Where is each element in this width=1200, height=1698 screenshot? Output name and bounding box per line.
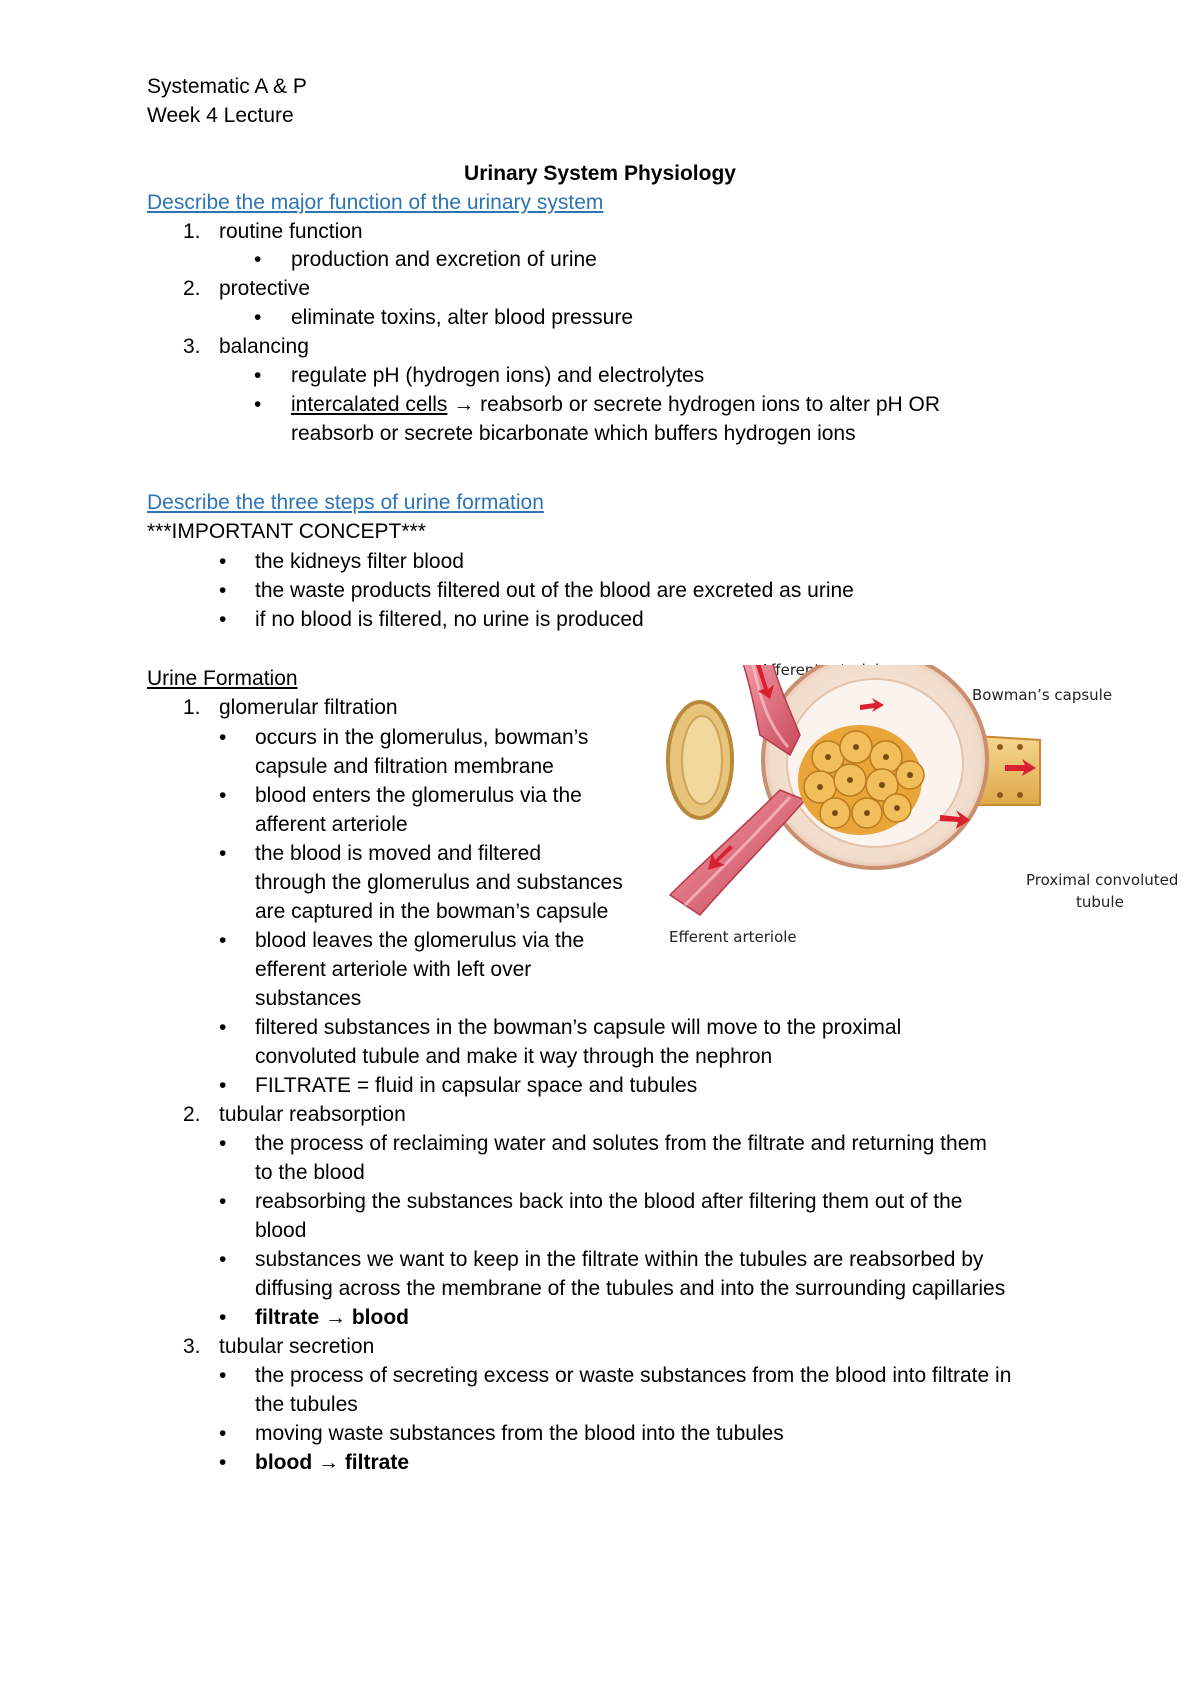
list-item-continuation: reabsorb or secrete bicarbonate which buffers hydrogen ions — [291, 422, 856, 445]
diagram-label-pct-2: tubule — [1076, 893, 1124, 911]
list-number: 2. — [183, 1103, 201, 1126]
list-item: the process of reclaiming water and solutes from the filtrate and returning them — [255, 1132, 987, 1155]
term-intercalated-cells: intercalated cells — [291, 393, 448, 416]
list-item-continuation: capsule and filtration membrane — [255, 755, 554, 778]
list-item: substances we want to keep in the filtrate within the tubules are reabsorbed by — [255, 1248, 984, 1271]
list-item — [291, 390, 940, 419]
bullet-icon — [219, 839, 226, 868]
list-item-continuation: afferent arteriole — [255, 813, 408, 836]
list-item: occurs in the glomerulus, bowman’s — [255, 726, 589, 749]
list-number: 3. — [183, 1335, 201, 1358]
list-item: blood enters the glomerulus via the — [255, 784, 582, 807]
bullet-icon — [219, 1303, 226, 1332]
bullet-icon — [219, 605, 226, 634]
section-heading-urine-formation-steps[interactable]: Describe the three steps of urine formation — [147, 491, 544, 514]
bullet-icon — [219, 723, 226, 752]
nephron-illustration — [660, 665, 1190, 965]
important-concept-label: ***IMPORTANT CONCEPT*** — [147, 520, 426, 543]
list-item: tubular reabsorption — [219, 1103, 406, 1126]
list-item: balancing — [219, 335, 309, 358]
bullet-icon — [219, 547, 226, 576]
list-item-text: → reabsorb or secrete hydrogen ions to alter pH OR — [453, 393, 940, 416]
list-item-continuation: efferent arteriole with left over — [255, 958, 532, 981]
bullet-icon — [219, 1448, 226, 1477]
list-item: the process of secreting excess or waste substances from the blood into filtrate in — [255, 1364, 1012, 1387]
bullet-icon — [219, 1071, 226, 1100]
list-item: the kidneys filter blood — [255, 550, 464, 573]
list-item: moving waste substances from the blood into the tubules — [255, 1422, 784, 1445]
diagram-label-afferent: Afferent — [760, 661, 821, 679]
page-title: Urinary System Physiology — [464, 162, 736, 185]
list-item: FILTRATE = fluid in capsular space and tubules — [255, 1074, 698, 1097]
list-item-continuation: to the blood — [255, 1161, 365, 1184]
bullet-icon — [219, 781, 226, 810]
list-item: the blood is moved and filtered — [255, 842, 542, 865]
list-item: eliminate toxins, alter blood pressure — [291, 306, 634, 329]
course-name: Systematic A & P — [147, 75, 307, 98]
list-item: routine function — [219, 220, 363, 243]
section-heading-major-function[interactable]: Describe the major function of the urinary system — [147, 191, 604, 214]
bullet-icon — [254, 361, 261, 390]
list-item-continuation: are captured in the bowman’s capsule — [255, 900, 609, 923]
list-item-continuation: blood — [255, 1219, 307, 1242]
bullet-icon — [219, 926, 226, 955]
diagram-label-bowman: Bowman’s capsule — [972, 686, 1113, 704]
list-item: reabsorbing the substances back into the blood after filtering them out of the — [255, 1190, 963, 1213]
bullet-icon — [219, 1187, 226, 1216]
list-item: blood leaves the glomerulus via the — [255, 929, 585, 952]
list-item: protective — [219, 277, 311, 300]
bullet-icon — [219, 576, 226, 605]
list-number: 1. — [183, 696, 201, 719]
section-heading-urine-formation: Urine Formation — [147, 667, 298, 690]
diagram-label-efferent: Efferent arteriole — [669, 928, 797, 946]
list-item: tubular secretion — [219, 1335, 375, 1358]
bullet-icon — [254, 245, 261, 274]
list-item: the waste products filtered out of the blood are excreted as urine — [255, 579, 854, 602]
list-item: filtrate → blood — [255, 1306, 409, 1329]
list-item-continuation: substances — [255, 987, 362, 1010]
bullet-icon — [219, 1013, 226, 1042]
list-item: glomerular filtration — [219, 696, 398, 719]
list-item: blood → filtrate — [255, 1451, 409, 1474]
bullet-icon — [219, 1129, 226, 1158]
list-item: if no blood is filtered, no urine is produced — [255, 608, 644, 631]
bullet-icon — [254, 303, 261, 332]
list-number: 1. — [183, 220, 201, 243]
list-item: production and excretion of urine — [291, 248, 597, 271]
lecture-week: Week 4 Lecture — [147, 104, 294, 127]
list-item: filtered substances in the bowman’s capsule will move to the proximal — [255, 1016, 902, 1039]
list-item-continuation: diffusing across the membrane of the tubules and into the surrounding capillaries — [255, 1277, 1006, 1300]
bullet-icon — [219, 1419, 226, 1448]
list-item: regulate pH (hydrogen ions) and electrolytes — [291, 364, 705, 387]
bullet-icon — [219, 1361, 226, 1390]
list-item-continuation: through the glomerulus and substances — [255, 871, 623, 894]
list-number: 3. — [183, 335, 201, 358]
list-number: 2. — [183, 277, 201, 300]
list-item-continuation: the tubules — [255, 1393, 358, 1416]
diagram-label-pct: Proximal convoluted — [1026, 871, 1179, 889]
bullet-icon — [254, 390, 261, 419]
list-item-continuation: convoluted tubule and make it way through the nephron — [255, 1045, 773, 1068]
bullet-icon — [219, 1245, 226, 1274]
